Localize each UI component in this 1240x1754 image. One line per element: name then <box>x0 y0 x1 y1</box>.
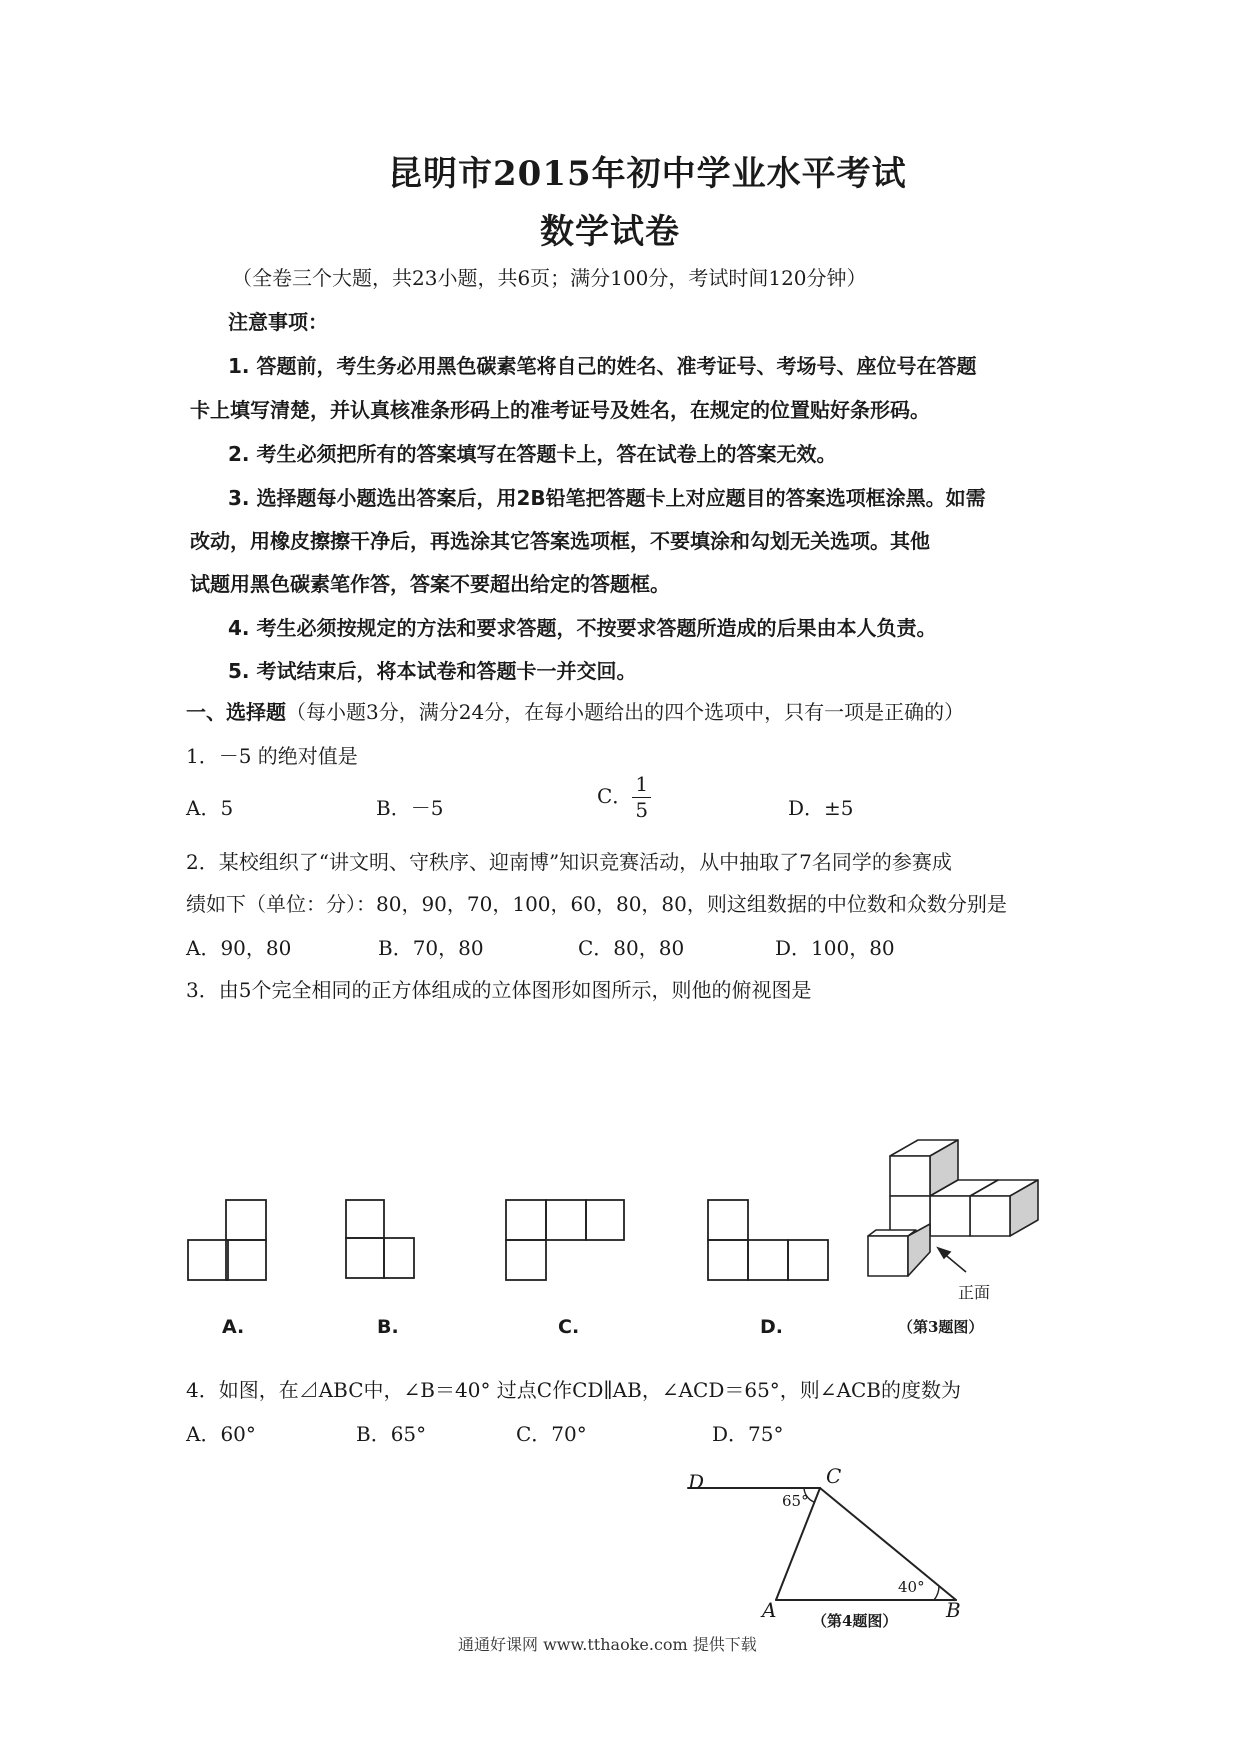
q4-triangle-figure <box>680 1472 970 1632</box>
page-subtitle: 数学试卷 <box>540 212 680 252</box>
point-label-b: B <box>946 1598 961 1622</box>
q1-option-c <box>597 772 651 823</box>
notice-line: 5. 考试结束后，将本试卷和答题卡一并交回。 <box>228 659 637 683</box>
fraction <box>632 772 651 823</box>
point-label-c: C <box>826 1464 842 1488</box>
notice-line: 改动，用橡皮擦擦干净后，再选涂其它答案选项框，不要填涂和勾划无关选项。其他 <box>190 529 930 553</box>
page-footer: 通通好课网 www.tthaoke.com 提供下载 <box>458 1635 757 1654</box>
notice-line: 试题用黑色碳素笔作答，答案不要超出给定的答题框。 <box>190 572 670 596</box>
fraction-numerator: 1 <box>632 772 651 798</box>
q1-option-a: A．5 <box>186 796 234 820</box>
q2-option-a: A．90，80 <box>186 936 292 960</box>
q3-option-c-label: C. <box>558 1316 580 1338</box>
q1-option-d: D．±5 <box>788 796 854 820</box>
q3-option-a-figure <box>186 1196 278 1292</box>
notice-line: 卡上填写清楚，并认真核准条形码上的准考证号及姓名，在规定的位置贴好条形码。 <box>190 398 930 422</box>
exam-info: （全卷三个大题，共23小题，共6页；满分100分，考试时间120分钟） <box>232 266 867 290</box>
notice-line: 2. 考生必须把所有的答案填写在答题卡上，答在试卷上的答案无效。 <box>228 442 837 466</box>
notice-line: 1. 答题前，考生务必用黑色碳素笔将自己的姓名、准考证号、考场号、座位号在答题 <box>228 354 977 378</box>
section-heading <box>186 696 964 725</box>
q2-option-d: D．100，80 <box>775 936 895 960</box>
q3-figure-caption: （第3题图） <box>898 1318 984 1336</box>
question-2-line: 绩如下（单位：分）：80，90，70，100，60，80，80，则这组数据的中位数和众数分别是 <box>186 892 1007 916</box>
notice-line: 3. 选择题每小题选出答案后，用2B铅笔把答题卡上对应题目的答案选项框涂黑。如需 <box>228 486 986 510</box>
angle-label-c: 65° <box>782 1492 809 1510</box>
q3-front-label: 正面 <box>958 1283 991 1302</box>
q3-option-b-figure <box>340 1196 420 1292</box>
page-title: 昆明市2015年初中学业水平考试 <box>388 154 907 194</box>
question-3-stem: 3．由5个完全相同的正方体组成的立体图形如图所示，则他的俯视图是 <box>186 978 812 1002</box>
q4-figure-caption: （第4题图） <box>812 1612 898 1630</box>
q3-option-c-figure <box>502 1196 628 1292</box>
point-label-a: A <box>762 1598 777 1622</box>
question-2-line: 2．某校组织了“讲文明、守秩序、迎南博”知识竞赛活动，从中抽取了7名同学的参赛成 <box>186 850 952 874</box>
section-desc: （每小题3分，满分24分，在每小题给出的四个选项中，只有一项是正确的） <box>286 700 965 724</box>
q2-option-b: B．70，80 <box>378 936 484 960</box>
q1-option-b: B．－5 <box>376 796 444 820</box>
notice-heading: 注意事项： <box>228 310 328 334</box>
q4-option-a: A．60° <box>186 1422 256 1446</box>
notice-line: 4. 考生必须按规定的方法和要求答题，不按要求答题所造成的后果由本人负责。 <box>228 616 937 640</box>
q2-option-c: C．80，80 <box>578 936 685 960</box>
q3-option-a-label: A. <box>222 1316 245 1338</box>
q3-solid-figure <box>860 1134 1070 1304</box>
q4-option-c: C．70° <box>516 1422 587 1446</box>
q3-option-d-figure <box>702 1196 834 1292</box>
q4-option-d: D．75° <box>712 1422 784 1446</box>
question-1-stem: 1．－5 的绝对值是 <box>186 744 358 768</box>
point-label-d: D <box>688 1470 705 1494</box>
question-4-stem: 4．如图，在⊿ABC中，∠B＝40° 过点C作CD∥AB，∠ACD＝65°，则∠ACB的度数为 <box>186 1378 962 1402</box>
section-title: 一、选择题 <box>186 700 286 724</box>
q3-option-d-label: D. <box>760 1316 783 1338</box>
fraction-denominator: 5 <box>635 798 649 822</box>
angle-label-b: 40° <box>898 1578 925 1596</box>
q1-option-c-label: C． <box>597 784 633 808</box>
q3-option-b-label: B. <box>377 1316 399 1338</box>
q4-option-b: B．65° <box>356 1422 427 1446</box>
